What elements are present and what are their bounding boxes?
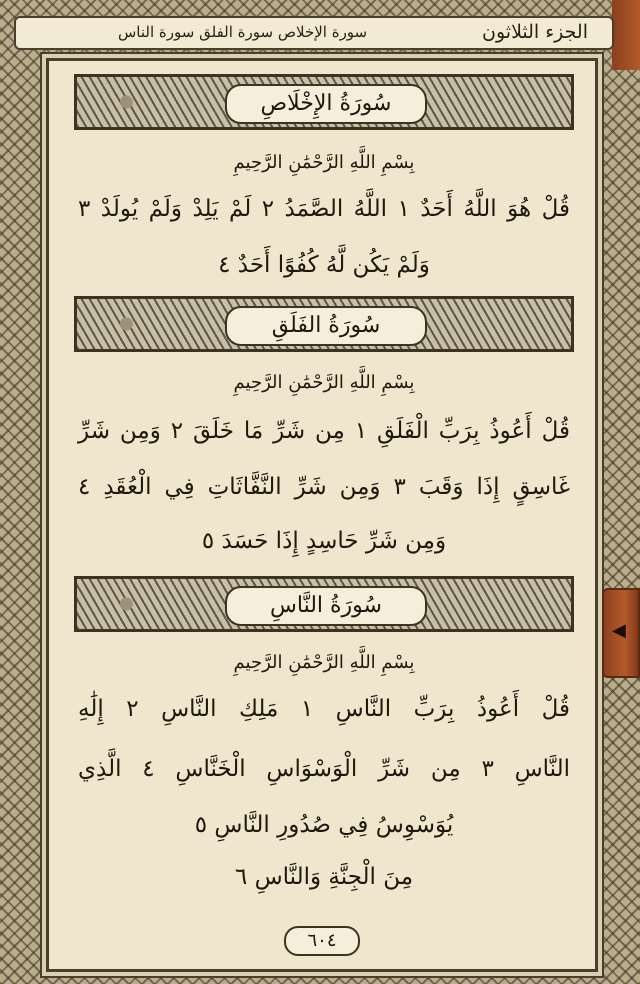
verse-line: يُوَسْوِسُ فِي صُدُورِ النَّاسِ ٥ bbox=[194, 812, 454, 838]
surah-title: سُورَةُ النَّاسِ bbox=[225, 586, 427, 626]
verse-line: وَلَمْ يَكُن لَّهُ كُفُوًا أَحَدٌ ٤ bbox=[218, 252, 430, 278]
juz-label: الجزء الثلاثون bbox=[482, 21, 588, 43]
verse-line: قُلْ هُوَ اللَّهُ أَحَدٌ ١ اللَّهُ الصَّمَدُ ٢ لَمْ يَلِدْ وَلَمْ يُولَدْ ٣ bbox=[78, 196, 570, 222]
page-header bbox=[14, 16, 614, 50]
surah-title: سُورَةُ الإِخْلَاصِ bbox=[225, 84, 427, 124]
bookmark-tab[interactable] bbox=[602, 588, 640, 678]
page-number: ٦٠٤ bbox=[284, 926, 360, 956]
surah-list-label: سورة الإخلاص سورة الفلق سورة الناس bbox=[118, 23, 368, 41]
verse-line: مِنَ الْجِنَّةِ وَالنَّاسِ ٦ bbox=[234, 864, 414, 890]
basmala: بِسْمِ اللَّهِ الرَّحْمَٰنِ الرَّحِيمِ bbox=[233, 652, 415, 673]
verse-line: النَّاسِ ٣ مِن شَرِّ الْوَسْوَاسِ الْخَنَّاسِ ٤ الَّذِي bbox=[78, 756, 570, 782]
basmala: بِسْمِ اللَّهِ الرَّحْمَٰنِ الرَّحِيمِ bbox=[233, 372, 415, 393]
surah-title: سُورَةُ الفَلَقِ bbox=[225, 306, 427, 346]
surah-banner-ikhlas bbox=[74, 74, 574, 130]
top-ribbon bbox=[612, 0, 640, 70]
surah-banner-nas bbox=[74, 576, 574, 632]
verse-line: وَمِن شَرِّ حَاسِدٍ إِذَا حَسَدَ ٥ bbox=[201, 528, 447, 554]
basmala: بِسْمِ اللَّهِ الرَّحْمَٰنِ الرَّحِيمِ bbox=[233, 152, 415, 173]
left-triangle-icon: ◀ bbox=[612, 620, 626, 641]
verse-line: غَاسِقٍ إِذَا وَقَبَ ٣ وَمِن شَرِّ النَّفَّاثَاتِ فِي الْعُقَدِ ٤ bbox=[78, 474, 570, 500]
verse-line: قُلْ أَعُوذُ بِرَبِّ الْفَلَقِ ١ مِن شَرِّ مَا خَلَقَ ٢ وَمِن شَرِّ bbox=[78, 418, 570, 444]
surah-banner-falaq bbox=[74, 296, 574, 352]
verse-line: قُلْ أَعُوذُ بِرَبِّ النَّاسِ ١ مَلِكِ النَّاسِ ٢ إِلَٰهِ bbox=[78, 696, 570, 722]
